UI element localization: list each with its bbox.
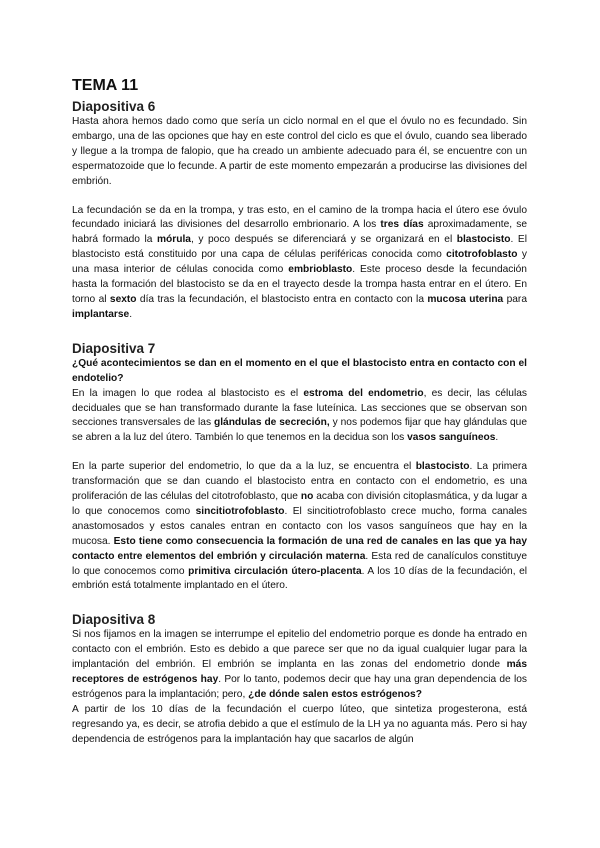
paragraph: La fecundación se da en la trompa, y tras esto, en el camino de la trompa hacia el útero ese óvulo fecundado iniciará las divisiones del desarrollo embrionario. A los tres días aproximadamente, se habrá formado la mórula, y poco después se diferenciará y se organizará en el blastocisto. El blastocisto está constituido por una capa de células periféricas conocida como citotrofoblasto y una masa interior de células conocida como embrioblasto. Este proceso desde la fecundación hasta la formación del blastocisto se da en el trayecto desde la trompa hasta entrar en el útero. En torno al sexto día tras la fecundación, el blastocisto entra en contacto con la mucosa uterina para implantarse. (72, 204, 527, 320)
paragraph: En la parte superior del endometrio, lo que da a la luz, se encuentra el blastocisto. La primera transformación que se dan cuando el blastocisto entra en contacto con el endometrio, es una proliferación de las células del citotrofoblasto, que no acaba con división citoplasmática, y da lugar a lo que conocemos como sincitiotrofoblasto. El sincitiotrofoblasto crece mucho, forma canales anastomosados y estos canales entran en contacto con los vasos sanguíneos que hay en la mucosa. Esto tiene como consecuencia la formación de una red de canales en las que ya hay contacto entre elementos del embrión y circulación materna. Esta red de canalículos constituye lo que conocemos como primitiva circulación útero-placenta. A los 10 días de la fecundación, el embrión está totalmente implantado en el útero. (72, 461, 528, 592)
section-heading-diapositiva-8: Diapositiva 8 (72, 612, 156, 628)
question-text: ¿Qué acontecimientos se dan en el momento en el que el blastocisto entra en contacto con el endotelio? (72, 357, 527, 384)
paragraph: A partir de los 10 días de la fecundación el cuerpo lúteo, que sintetiza progesterona, está regresando ya, es decir, se atrofia debido a que el estímulo de la LH ya no aguanta más. Pero si hay dependencia de estrógenos para la implantación hay que sacarlos de algún (72, 703, 527, 745)
document-page (72, 76, 527, 748)
document-title: TEMA 11 (72, 77, 139, 94)
paragraph: Hasta ahora hemos dado como que sería un ciclo normal en el que el óvulo no es fecundado. Sin embargo, una de las opciones que hay en este control del ciclo es que el óvulo, cuando sea liberado y llegue a la trompa de falopio, que ha creado un ambiente adecuado para él, se encuentre con un espermatozoide que lo fecunde. A partir de este momento empezarán a producirse las divisiones del embrión. (72, 116, 527, 187)
paragraph: En la imagen lo que rodea al blastocisto es el estroma del endometrio, es decir, las células deciduales que se han transformado durante la fase luteínica. Las secciones que se observan son secciones transversales de las glándulas de secreción, y nos podemos fijar que hay glándulas que se abren a la luz del útero. También lo que tenemos en la decidua son los vasos sanguíneos. (72, 387, 527, 444)
section-heading-diapositiva-6: Diapositiva 6 (72, 99, 156, 114)
section-heading-diapositiva-7: Diapositiva 7 (72, 340, 156, 356)
paragraph: Si nos fijamos en la imagen se interrumpe el epitelio del endometrio porque es donde ha entrado en contacto con el embrión. Esto es debido a que parece ser que no da igual cualquier lugar para la implantación del embrión. El embrión se implanta en las zonas del endometrio donde más receptores de estrógenos hay. Por lo tanto, podemos decir que hay una gran dependencia de los estrógenos para la implantación; pero, ¿de dónde salen estos estrógenos? (72, 629, 527, 700)
